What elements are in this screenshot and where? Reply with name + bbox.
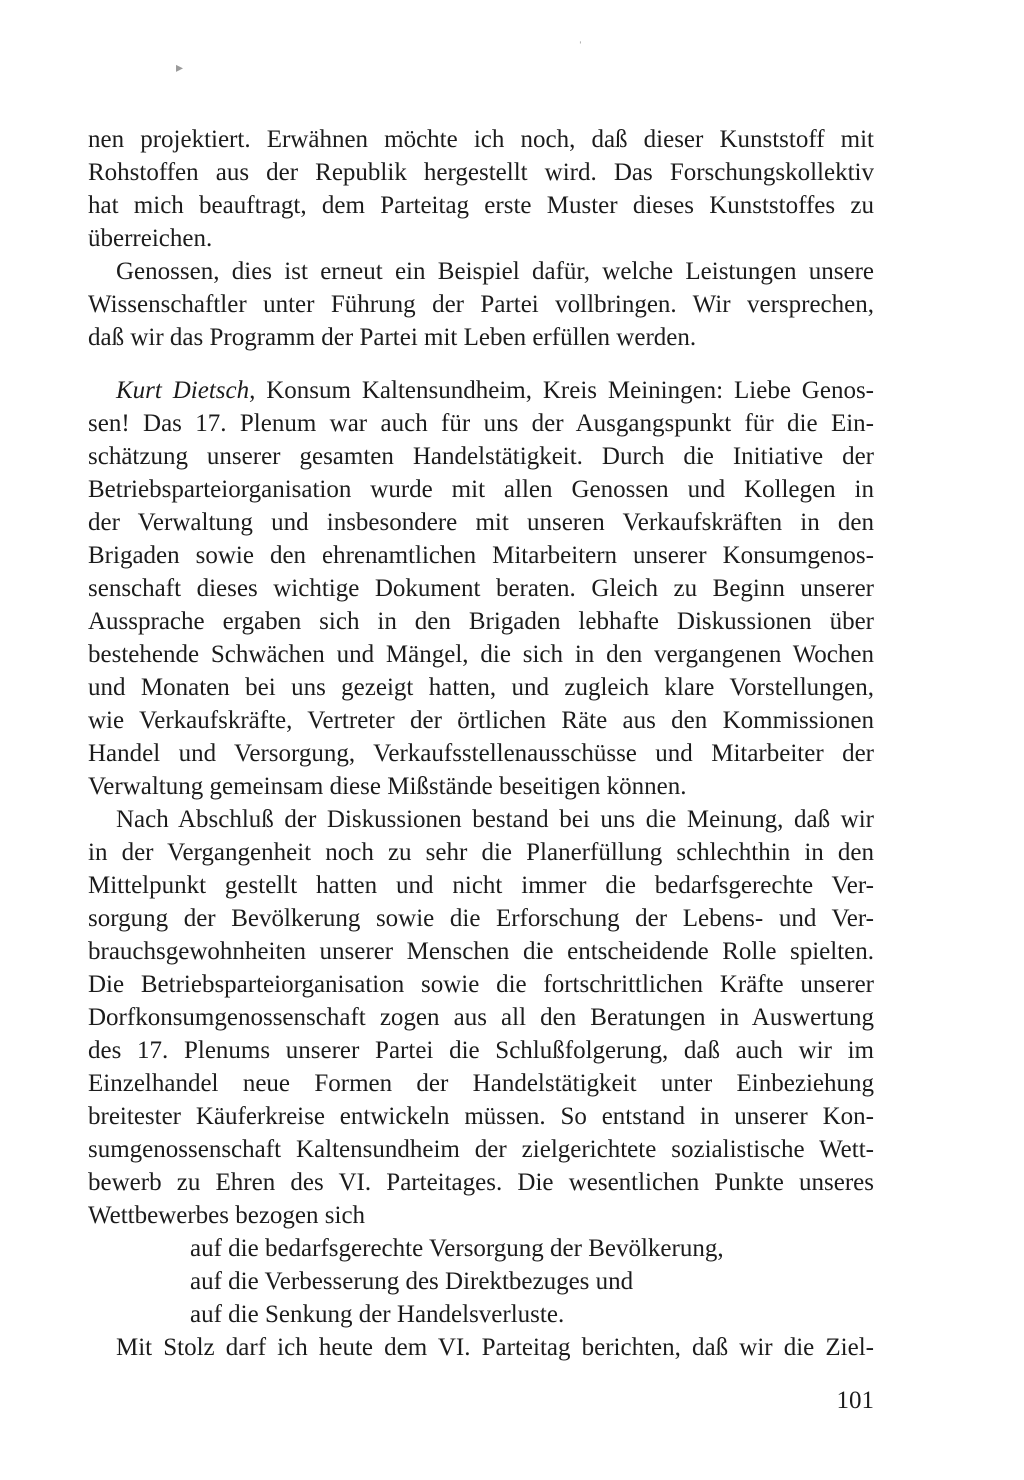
paragraph-2-line: Genossen, dies ist erneut ein Beispiel dafür, welche Leistungen unsere — [116, 258, 874, 285]
speech-line: sen! Das 17. Plenum war auch für uns der Ausgangspunkt für die Ein- — [88, 410, 874, 437]
paragraph-1-line: überreichen. — [88, 225, 213, 252]
paragraph-1-line: nen projektiert. Erwähnen möchte ich noch, daß dieser Kunststoff mit — [88, 126, 874, 153]
speech-first-line-text: Konsum Kaltensundheim, Kreis Meiningen: Liebe Genos- — [255, 377, 875, 404]
paragraph-5-line: Mit Stolz darf ich heute dem VI. Parteitag berichten, daß wir die Ziel- — [116, 1334, 874, 1361]
speech-line: der Verwaltung und insbesondere mit unseren Verkaufskräften in den — [88, 509, 874, 536]
paragraph-4-line: Die Betriebsparteiorganisation sowie die fortschrittlichen Kräfte unserer — [88, 971, 874, 998]
speech-line: senschaft dieses wichtige Dokument beraten. Gleich zu Beginn unserer — [88, 575, 874, 602]
paragraph-1-line: Rohstoffen aus der Republik hergestellt wird. Das Forschungskollektiv — [88, 159, 874, 186]
speech-line: Aussprache ergaben sich in den Brigaden lebhafte Diskussionen über — [88, 608, 874, 635]
paragraph-4-line: des 17. Plenums unserer Partei die Schlußfolgerung, daß auch wir im — [88, 1037, 874, 1064]
speech-line: und Monaten bei uns gezeigt hatten, und zugleich klare Vorstellungen, — [88, 674, 874, 701]
speaker-name: Kurt Dietsch, — [116, 377, 256, 404]
paragraph-1-line: hat mich beauftragt, dem Parteitag erste Muster dieses Kunststoffes zu — [88, 192, 874, 219]
paragraph-4-line: bewerb zu Ehren des VI. Parteitages. Die wesentlichen Punkte unseres — [88, 1169, 874, 1196]
list-item: auf die bedarfsgerechte Versorgung der Bevölkerung, — [190, 1235, 724, 1262]
page-number: 101 — [836, 1387, 874, 1414]
paragraph-4-line: brauchsgewohnheiten unserer Menschen die entscheidende Rolle spielten. — [88, 938, 874, 965]
speech-line: wie Verkaufskräfte, Vertreter der örtlichen Räte aus den Kommissionen — [88, 707, 874, 734]
paragraph-2-line: daß wir das Programm der Partei mit Leben erfüllen werden. — [88, 324, 697, 351]
paragraph-2-line: Wissenschaftler unter Führung der Partei vollbringen. Wir versprechen, — [88, 291, 874, 318]
speech-line: Betriebsparteiorganisation wurde mit allen Genossen und Kollegen in — [88, 476, 874, 503]
list-item: auf die Verbesserung des Direktbezuges und — [190, 1268, 634, 1295]
speech-line: bestehende Schwächen und Mängel, die sich in den vergangenen Wochen — [88, 641, 874, 668]
speech-line: schätzung unserer gesamten Handelstätigkeit. Durch die Initiative der — [88, 443, 874, 470]
list-item: auf die Senkung der Handelsverluste. — [190, 1301, 565, 1328]
speech-line: Brigaden sowie den ehrenamtlichen Mitarbeitern unserer Konsumgenos- — [88, 542, 874, 569]
paragraph-4-line: Dorfkonsumgenossenschaft zogen aus all den Beratungen in Auswertung — [88, 1004, 874, 1031]
paragraph-4-line: Mittelpunkt gestellt hatten und nicht immer die bedarfsgerechte Ver- — [88, 872, 874, 899]
paragraph-4-line: Einzelhandel neue Formen der Handelstätigkeit unter Einbeziehung — [88, 1070, 874, 1097]
paragraph-4-line: in der Vergangenheit noch zu sehr die Planerfüllung schlechthin in den — [88, 839, 874, 866]
paragraph-4-line: breitester Käuferkreise entwickeln müssen. So entstand in unserer Kon- — [88, 1103, 874, 1130]
paragraph-4-line: Nach Abschluß der Diskussionen bestand bei uns die Meinung, daß wir — [116, 806, 874, 833]
speech-line: Verwaltung gemeinsam diese Mißstände beseitigen können. — [88, 773, 687, 800]
scan-speck: ˈ — [578, 40, 583, 55]
paragraph-4-line: sumgenossenschaft Kaltensundheim der zielgerichtete sozialistische Wett- — [88, 1136, 874, 1163]
paragraph-4-line: Wettbewerbes bezogen sich — [88, 1202, 366, 1229]
speech-first-line — [116, 375, 874, 407]
paragraph-4-line: sorgung der Bevölkerung sowie die Erforschung der Lebens- und Ver- — [88, 905, 874, 932]
scan-speck: ▸ — [176, 61, 184, 76]
speech-line: Handel und Versorgung, Verkaufsstellenausschüsse und Mitarbeiter der — [88, 740, 874, 767]
